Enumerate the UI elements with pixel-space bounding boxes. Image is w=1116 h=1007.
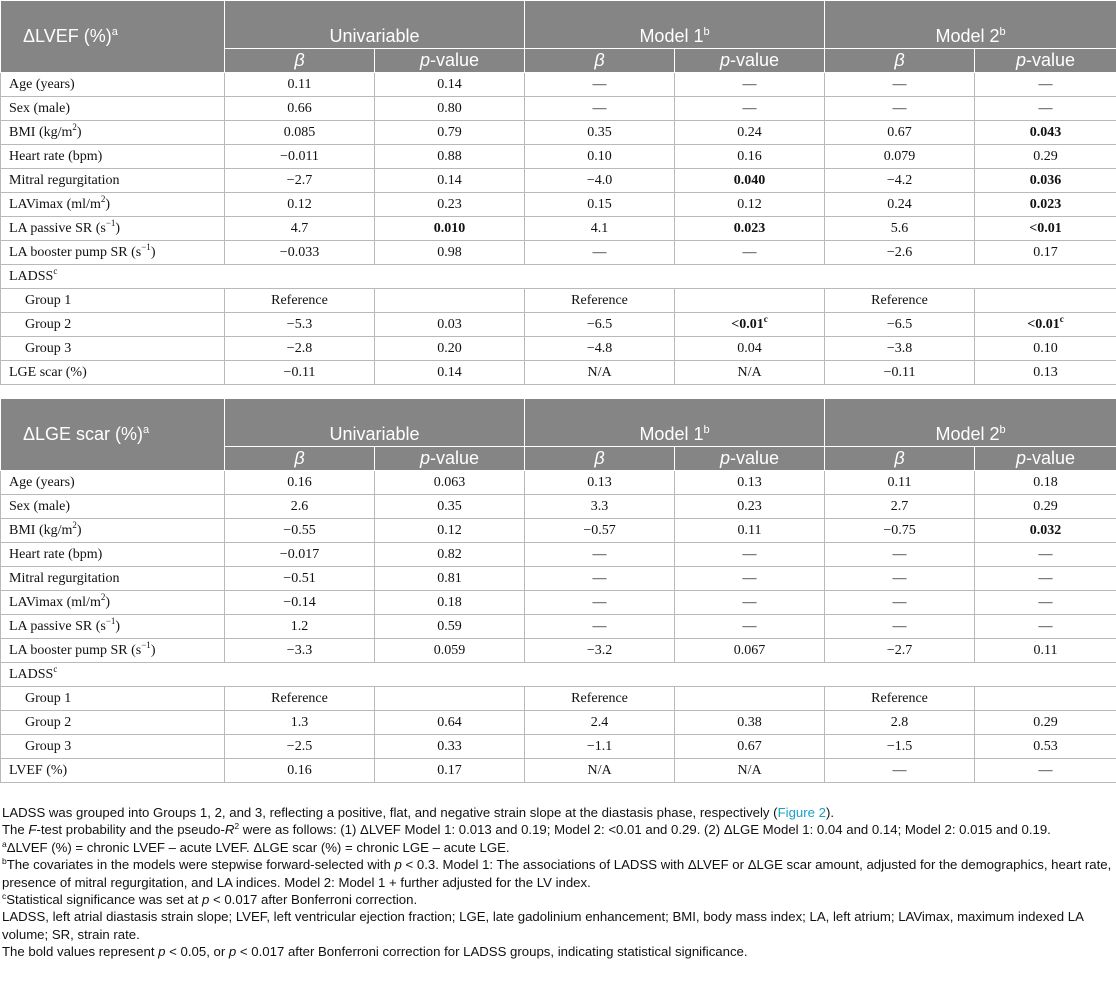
beta-cell: −3.8 <box>825 337 975 361</box>
beta-cell: 5.6 <box>825 217 975 241</box>
beta-cell: −2.5 <box>225 735 375 759</box>
p-value-cell: 0.14 <box>375 169 525 193</box>
beta-cell: — <box>825 73 975 97</box>
p-value-cell <box>375 687 525 711</box>
row-label: Heart rate (bpm) <box>1 145 225 169</box>
table-row <box>1 121 1116 145</box>
p-value-column-header: p-value <box>675 447 825 471</box>
beta-cell: — <box>825 567 975 591</box>
beta-cell: −3.3 <box>225 639 375 663</box>
section-label: LADSS$^c$ <box>1 663 1116 687</box>
p-value-cell: 0.010 <box>375 217 525 241</box>
p-value-cell: 0.88 <box>375 145 525 169</box>
p-value-cell: 0.14 <box>375 73 525 97</box>
row-label: Group 3 <box>1 337 225 361</box>
beta-cell: 0.67 <box>825 121 975 145</box>
row-label: Group 2 <box>1 711 225 735</box>
beta-cell: 2.6 <box>225 495 375 519</box>
beta-cell: −0.55 <box>225 519 375 543</box>
p-value-cell: 0.59 <box>375 615 525 639</box>
p-value-cell: — <box>975 759 1116 783</box>
table-header <box>1 399 1116 471</box>
beta-cell: −2.7 <box>825 639 975 663</box>
table-row <box>1 361 1116 385</box>
p-value-cell: 0.17 <box>375 759 525 783</box>
p-value-cell: — <box>975 97 1116 121</box>
table-row <box>1 313 1116 337</box>
beta-cell: 2.4 <box>525 711 675 735</box>
beta-cell: −0.11 <box>825 361 975 385</box>
beta-cell: 0.66 <box>225 97 375 121</box>
p-value-cell: 0.10 <box>975 337 1116 361</box>
row-label: Group 2 <box>1 313 225 337</box>
p-value-cell: — <box>675 543 825 567</box>
p-value-cell: N/A <box>675 361 825 385</box>
p-value-cell: 0.067 <box>675 639 825 663</box>
beta-cell: −0.57 <box>525 519 675 543</box>
p-value-cell: — <box>675 591 825 615</box>
footnote-bold-values: The bold values represent p < 0.05, or p < 0.017 after Bonferroni correction for LADSS groups, indicating statistical significance. <box>2 944 748 960</box>
table-row <box>1 735 1116 759</box>
beta-cell: — <box>825 591 975 615</box>
table-row <box>1 169 1116 193</box>
p-value-cell: 0.059 <box>375 639 525 663</box>
table-body <box>1 73 1116 385</box>
p-value-cell <box>675 289 825 313</box>
group-header-model-2: Model 2$^b$ <box>825 1 1116 49</box>
p-value-cell: — <box>975 73 1116 97</box>
row-label: LAVimax $(ml/m^2)$ <box>1 591 225 615</box>
row-label: Group 3 <box>1 735 225 759</box>
p-value-cell: 0.35 <box>375 495 525 519</box>
beta-cell: 0.16 <box>225 759 375 783</box>
beta-cell: 4.1 <box>525 217 675 241</box>
p-value-cell: 0.80 <box>375 97 525 121</box>
table-row <box>1 687 1116 711</box>
table-row <box>1 591 1116 615</box>
beta-cell: — <box>525 591 675 615</box>
p-value-cell: 0.036 <box>975 169 1116 193</box>
p-value-cell <box>675 687 825 711</box>
p-value-cell: 0.13 <box>675 471 825 495</box>
table-row <box>1 543 1116 567</box>
footnote-a: $^a$ΔLVEF (%) = chronic LVEF – acute LVEF. ΔLGE scar (%) = chronic LGE – acute LGE. <box>2 838 510 855</box>
p-value-column-header: p-value <box>375 49 525 73</box>
beta-cell: 0.079 <box>825 145 975 169</box>
beta-cell: −2.6 <box>825 241 975 265</box>
row-label: Age (years) <box>1 471 225 495</box>
beta-column-header: β <box>225 49 375 73</box>
p-value-cell: — <box>675 241 825 265</box>
beta-cell: 0.35 <box>525 121 675 145</box>
row-label: LA passive SR $(s^{-1})$ <box>1 615 225 639</box>
row-label: LGE scar (%) <box>1 361 225 385</box>
table-row <box>1 97 1116 121</box>
p-value-cell: 0.98 <box>375 241 525 265</box>
table-row <box>1 663 1116 687</box>
footnote-grouping: LADSS was grouped into Groups 1, 2, and 3, reflecting a positive, flat, and negative strain slope at the diastasis phase, respectively (Figure 2). <box>2 805 835 820</box>
p-value-cell: 0.33 <box>375 735 525 759</box>
beta-cell: Reference <box>225 289 375 313</box>
p-value-cell: 0.29 <box>975 495 1116 519</box>
p-value-cell <box>975 289 1116 313</box>
beta-column-header: β <box>525 447 675 471</box>
outcome-header: ΔLVEF (%)$^a$ <box>1 1 225 73</box>
p-value-cell: 0.64 <box>375 711 525 735</box>
p-value-cell <box>975 687 1116 711</box>
beta-cell: 1.3 <box>225 711 375 735</box>
beta-cell: −4.2 <box>825 169 975 193</box>
beta-cell: −0.033 <box>225 241 375 265</box>
beta-cell: −0.017 <box>225 543 375 567</box>
beta-column-header: β <box>825 49 975 73</box>
beta-column-header: β <box>225 447 375 471</box>
footnote-c: $^c$Statistical significance was set at p < 0.017 after Bonferroni correction. <box>2 891 418 908</box>
table-row <box>1 145 1116 169</box>
beta-cell: N/A <box>525 361 675 385</box>
beta-cell: −6.5 <box>525 313 675 337</box>
table-row <box>1 193 1116 217</box>
table-row <box>1 615 1116 639</box>
p-value-column-header: p-value <box>975 49 1116 73</box>
table-row <box>1 639 1116 663</box>
beta-cell: N/A <box>525 759 675 783</box>
p-value-cell <box>375 289 525 313</box>
p-value-cell: <0.01$^c$ <box>675 313 825 337</box>
p-value-cell: 0.023 <box>675 217 825 241</box>
p-value-cell: — <box>975 543 1116 567</box>
section-label: LADSS$^c$ <box>1 265 1116 289</box>
beta-cell: 0.085 <box>225 121 375 145</box>
p-value-cell: 0.043 <box>975 121 1116 145</box>
beta-cell: −1.5 <box>825 735 975 759</box>
p-value-cell: 0.13 <box>975 361 1116 385</box>
p-value-cell: 0.23 <box>675 495 825 519</box>
p-value-cell: — <box>675 73 825 97</box>
beta-cell: 0.11 <box>225 73 375 97</box>
beta-cell: −0.51 <box>225 567 375 591</box>
row-label: LA passive SR $(s^{-1})$ <box>1 217 225 241</box>
p-value-cell: 0.29 <box>975 711 1116 735</box>
p-value-cell: — <box>675 615 825 639</box>
beta-cell: 0.10 <box>525 145 675 169</box>
p-value-cell: 0.023 <box>975 193 1116 217</box>
p-value-cell: 0.12 <box>675 193 825 217</box>
row-label: LVEF (%) <box>1 759 225 783</box>
row-label: LAVimax $(ml/m^2)$ <box>1 193 225 217</box>
beta-cell: −4.0 <box>525 169 675 193</box>
p-value-cell: 0.03 <box>375 313 525 337</box>
beta-cell: — <box>525 97 675 121</box>
p-value-cell: 0.04 <box>675 337 825 361</box>
beta-cell: — <box>525 543 675 567</box>
p-value-cell: 0.81 <box>375 567 525 591</box>
p-value-cell: 0.11 <box>675 519 825 543</box>
p-value-cell: 0.82 <box>375 543 525 567</box>
footnote-b: $^b$The covariates in the models were stepwise forward-selected with p < 0.3. Model 1: The associations of LADSS with ΔLVEF or ΔLGE scar amount, adjusted for the demographics, heart rate, presence of mitral regurgitation, and LA indices. Model 2: Model 1 + further adjusted for the LV index. <box>2 856 1112 890</box>
table-row <box>1 519 1116 543</box>
beta-cell: 2.7 <box>825 495 975 519</box>
table-row <box>1 495 1116 519</box>
beta-cell: Reference <box>825 289 975 313</box>
table-row <box>1 289 1116 313</box>
p-value-cell: 0.38 <box>675 711 825 735</box>
p-value-cell: — <box>975 615 1116 639</box>
group-header-model-2: Model 2$^b$ <box>825 399 1116 447</box>
beta-column-header: β <box>825 447 975 471</box>
row-label: Heart rate (bpm) <box>1 543 225 567</box>
beta-cell: — <box>525 615 675 639</box>
beta-cell: — <box>825 97 975 121</box>
p-value-cell: 0.79 <box>375 121 525 145</box>
row-label: Sex (male) <box>1 97 225 121</box>
table-row <box>1 241 1116 265</box>
row-label: Mitral regurgitation <box>1 567 225 591</box>
beta-cell: — <box>525 73 675 97</box>
beta-cell: −6.5 <box>825 313 975 337</box>
p-value-cell: 0.032 <box>975 519 1116 543</box>
beta-cell: 0.24 <box>825 193 975 217</box>
p-value-cell: 0.18 <box>975 471 1116 495</box>
p-value-cell: — <box>975 591 1116 615</box>
beta-cell: Reference <box>525 289 675 313</box>
table-footnotes <box>2 804 1114 961</box>
p-value-cell: 0.11 <box>975 639 1116 663</box>
p-value-cell: 0.16 <box>675 145 825 169</box>
table-delta-lvef <box>0 0 1116 385</box>
beta-cell: −0.14 <box>225 591 375 615</box>
p-value-cell: 0.23 <box>375 193 525 217</box>
table-header <box>1 1 1116 73</box>
group-header-univariable: Univariable <box>225 399 525 447</box>
beta-cell: −2.8 <box>225 337 375 361</box>
row-label: BMI $(kg/m^2)$ <box>1 121 225 145</box>
footnote-model-fit: The F-test probability and the pseudo-$R^2$ were as follows: (1) ΔLVEF Model 1: 0.013 and 0.19; Model 2: <0.01 and 0.29. (2) ΔLGE Model 1: 0.04 and 0.14; Model 2: 0.015 and 0.19. <box>2 821 1051 838</box>
row-label: LA booster pump SR $(s^{-1})$ <box>1 639 225 663</box>
beta-cell: −0.11 <box>225 361 375 385</box>
p-value-column-header: p-value <box>375 447 525 471</box>
p-value-cell: 0.063 <box>375 471 525 495</box>
p-value-cell: — <box>975 567 1116 591</box>
beta-cell: Reference <box>525 687 675 711</box>
beta-column-header: β <box>525 49 675 73</box>
p-value-cell: 0.18 <box>375 591 525 615</box>
p-value-cell: 0.17 <box>975 241 1116 265</box>
beta-cell: 0.15 <box>525 193 675 217</box>
beta-cell: −4.8 <box>525 337 675 361</box>
p-value-cell: 0.040 <box>675 169 825 193</box>
table-row <box>1 759 1116 783</box>
beta-cell: 0.12 <box>225 193 375 217</box>
beta-cell: −0.75 <box>825 519 975 543</box>
table-row <box>1 217 1116 241</box>
table-row <box>1 73 1116 97</box>
p-value-cell: — <box>675 97 825 121</box>
row-label: Group 1 <box>1 289 225 313</box>
outcome-header: ΔLGE scar (%)$^a$ <box>1 399 225 471</box>
beta-cell: 3.3 <box>525 495 675 519</box>
beta-cell: — <box>825 615 975 639</box>
table-row <box>1 265 1116 289</box>
p-value-cell: 0.12 <box>375 519 525 543</box>
table-delta-lge-scar <box>0 398 1116 783</box>
row-label: BMI $(kg/m^2)$ <box>1 519 225 543</box>
group-header-model-1: Model 1$^b$ <box>525 1 825 49</box>
p-value-cell: 0.14 <box>375 361 525 385</box>
table-row <box>1 711 1116 735</box>
row-label: LA booster pump SR $(s^{-1})$ <box>1 241 225 265</box>
p-value-cell: <0.01$^c$ <box>975 313 1116 337</box>
table-row <box>1 471 1116 495</box>
p-value-cell: 0.24 <box>675 121 825 145</box>
row-label: Age (years) <box>1 73 225 97</box>
row-label: Sex (male) <box>1 495 225 519</box>
beta-cell: −0.011 <box>225 145 375 169</box>
beta-cell: 0.16 <box>225 471 375 495</box>
beta-cell: Reference <box>225 687 375 711</box>
table-row <box>1 567 1116 591</box>
beta-cell: — <box>525 241 675 265</box>
beta-cell: 2.8 <box>825 711 975 735</box>
p-value-cell: N/A <box>675 759 825 783</box>
beta-cell: Reference <box>825 687 975 711</box>
beta-cell: −1.1 <box>525 735 675 759</box>
beta-cell: −3.2 <box>525 639 675 663</box>
p-value-cell: 0.53 <box>975 735 1116 759</box>
row-label: Mitral regurgitation <box>1 169 225 193</box>
beta-cell: 0.13 <box>525 471 675 495</box>
row-label: Group 1 <box>1 687 225 711</box>
beta-cell: 0.11 <box>825 471 975 495</box>
p-value-cell: — <box>675 567 825 591</box>
p-value-cell: 0.20 <box>375 337 525 361</box>
group-header-model-1: Model 1$^b$ <box>525 399 825 447</box>
footnote-abbreviations: LADSS, left atrial diastasis strain slope; LVEF, left ventricular ejection fraction; LGE, late gadolinium enhancement; BMI, body mass index; LA, left atrium; LAVimax, maximum indexed LA volume; SR, strain rate. <box>2 909 1084 942</box>
p-value-cell: <0.01 <box>975 217 1116 241</box>
p-value-column-header: p-value <box>675 49 825 73</box>
beta-cell: −2.7 <box>225 169 375 193</box>
beta-cell: 4.7 <box>225 217 375 241</box>
beta-cell: — <box>525 567 675 591</box>
beta-cell: 1.2 <box>225 615 375 639</box>
p-value-column-header: p-value <box>975 447 1116 471</box>
figure-2-link[interactable]: Figure 2 <box>777 805 826 820</box>
beta-cell: — <box>825 543 975 567</box>
table-row <box>1 337 1116 361</box>
group-header-univariable: Univariable <box>225 1 525 49</box>
beta-cell: −5.3 <box>225 313 375 337</box>
table-body <box>1 471 1116 783</box>
p-value-cell: 0.29 <box>975 145 1116 169</box>
beta-cell: — <box>825 759 975 783</box>
p-value-cell: 0.67 <box>675 735 825 759</box>
